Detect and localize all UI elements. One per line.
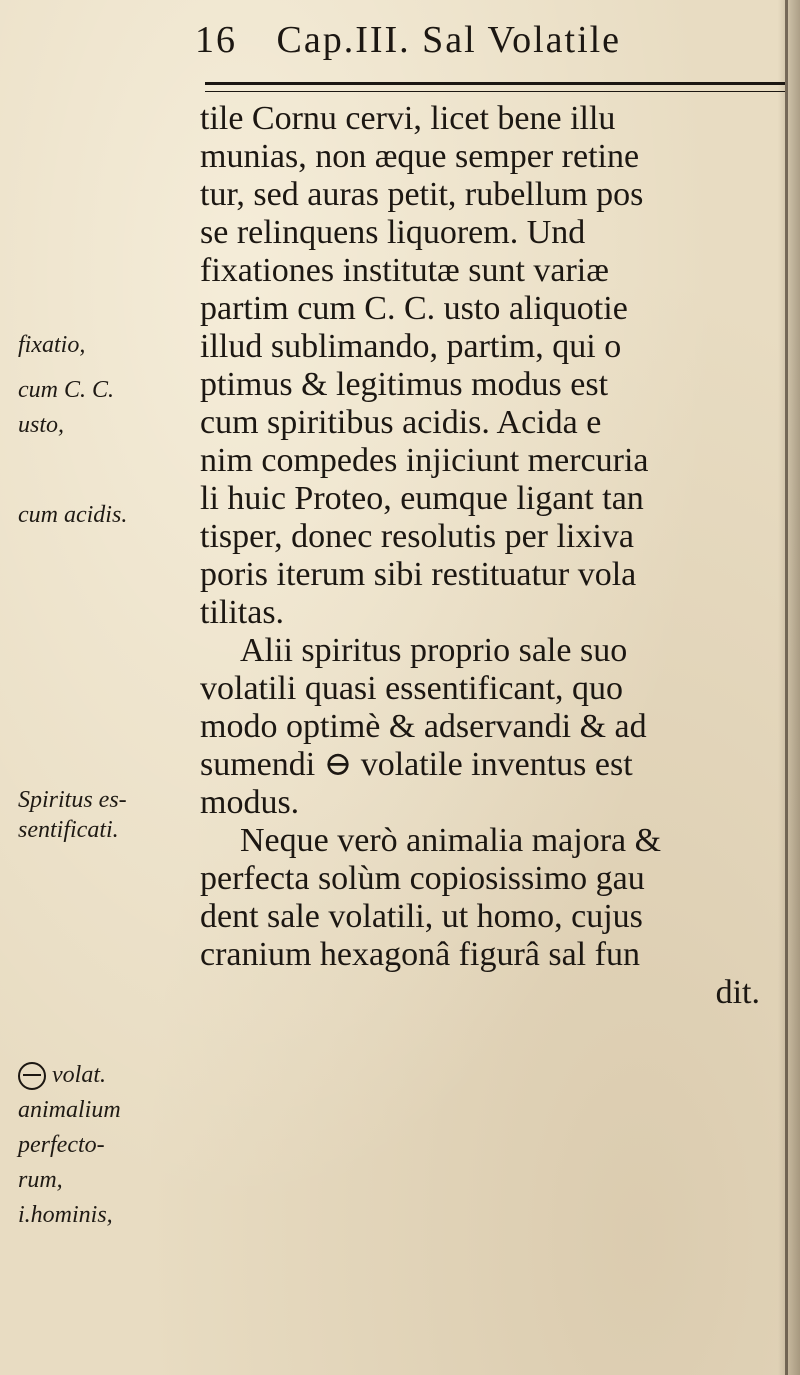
- text-line: illud sublimando, partim, qui o: [200, 328, 622, 365]
- running-title: Cap.III. Sal Volatile: [276, 19, 622, 61]
- text-line: tisper, donec resolutis per lixiva: [200, 518, 634, 555]
- text-line: sumendi ⊖ volatile inventus est: [200, 746, 633, 783]
- page-number: 16: [195, 19, 237, 61]
- page-header: [195, 18, 775, 68]
- margin-note-fixatio: fixatio,: [18, 332, 86, 358]
- margin-note-hominis: i.hominis,: [18, 1202, 113, 1228]
- text-line: partim cum C. C. usto aliquotie: [200, 290, 628, 327]
- margin-note-animalium: animalium: [18, 1097, 121, 1123]
- margin-note-cum-acidis: cum acidis.: [18, 502, 128, 528]
- text-line: dent sale volatili, ut homo, cujus: [200, 898, 643, 935]
- text-line: poris iterum sibi restituatur vola: [200, 556, 637, 593]
- margin-note-volat-text: volat.: [52, 1062, 106, 1088]
- margin-note-perfecto: perfecto-: [18, 1132, 105, 1158]
- text-line: ptimus & legitimus modus est: [200, 366, 609, 403]
- text-line: cranium hexagonâ figurâ sal fun: [200, 936, 640, 973]
- text-line: volatili quasi essentificant, quo: [200, 670, 624, 707]
- text-line: Alii spiritus proprio sale suo: [240, 632, 628, 669]
- text-line: perfecta solùm copiosissimo gau: [200, 860, 645, 897]
- header-rule: [205, 82, 785, 92]
- text-line: modus.: [200, 784, 300, 821]
- text-line: li huic Proteo, eumque ligant tan: [200, 480, 644, 517]
- text-line: munias, non æque semper retine: [200, 138, 640, 175]
- margin-note-cum-cc: cum C. C.: [18, 377, 114, 403]
- text-line: fixationes institutæ sunt variæ: [200, 252, 609, 289]
- margin-note-spiritus-2: sentificati.: [18, 817, 119, 843]
- text-line: dit.: [715, 974, 760, 1011]
- text-line: tur, sed auras petit, rubellum pos: [200, 176, 644, 213]
- text-line: modo optimè & adservandi & ad: [200, 708, 647, 745]
- salt-symbol-icon: [18, 1062, 46, 1090]
- margin-note-spiritus-1: Spiritus es-: [18, 787, 127, 813]
- margin-notes: [0, 0, 200, 1375]
- text-line: tile Cornu cervi, licet bene illu: [200, 100, 616, 137]
- margin-note-rum: rum,: [18, 1167, 63, 1193]
- margin-note-usto: usto,: [18, 412, 65, 438]
- body-text: [200, 100, 790, 1012]
- margin-note-volat: [18, 1060, 106, 1090]
- text-line: tilitas.: [200, 594, 285, 631]
- text-line: se relinquens liquorem. Und: [200, 214, 586, 251]
- text-line: nim compedes injiciunt mercuria: [200, 442, 649, 479]
- text-line: Neque verò animalia majora &: [240, 822, 662, 859]
- text-line: cum spiritibus acidis. Acida e: [200, 404, 602, 441]
